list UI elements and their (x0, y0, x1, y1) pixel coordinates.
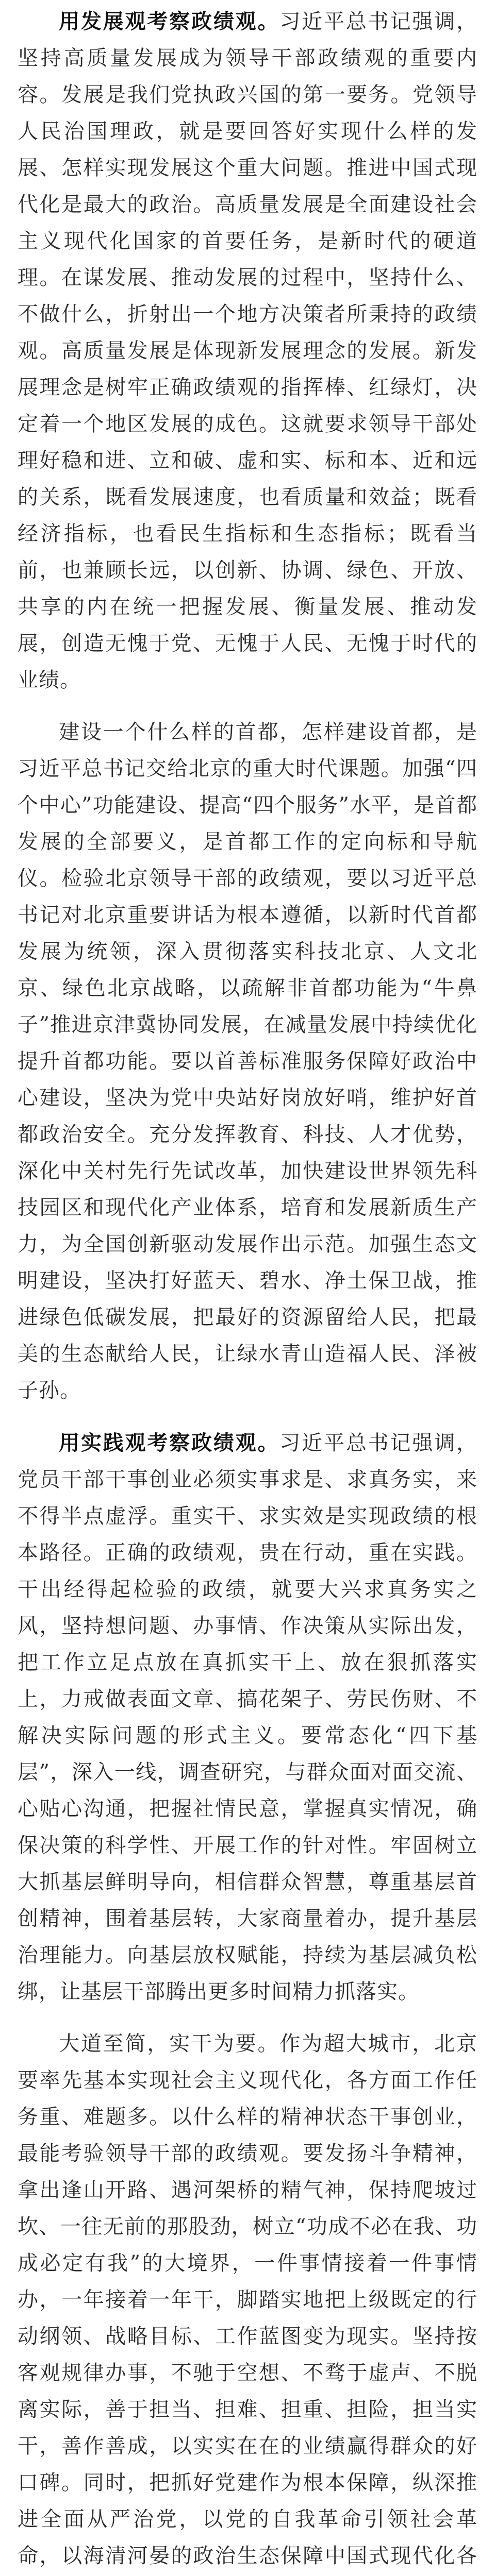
paragraph-body: 习近平总书记强调，党员干部干事创业必须实事求是、求真务实，来不得半点虚浮。重实干、求实效是实现政绩的根本路径。正确的政绩观，贵在行动，重在实践。干出经得起检验的政绩，就要大兴求真务实之风，坚持想问题、办事情、作决策从实际出发，把工作立足点放在真抓实干上、放在狠抓落实上，力戒做表面文章、搞花架子、劳民伤财、不解决实际问题的形式主义。要常态化“四下基层”，深入一线，调查研究，与群众面对面交流、心贴心沟通，把握社情民意，掌握真实情况，确保决策的科学性、开展工作的针对性。牢固树立大抓基层鲜明导向，相信群众智慧，尊重基层首创精神，围着基层转，大家商量着办，提升基层治理能力。向基层放权赋能，持续为基层减负松绑，让基层干部腾出更多时间精力抓落实。 (18, 1431, 478, 2004)
paragraph-body: 习近平总书记强调，坚持高质量发展成为领导干部政绩观的重要内容。发展是我们党执政兴国的第一要务。党领导人民治国理政，就是要回答好实现什么样的发展、怎样实现发展这个重大问题。推进中国式现代化是最大的政治。高质量发展是全面建设社会主义现代化国家的首要任务，是新时代的硬道理。在谋发展、推动发展的过程中，坚持什么、不做什么，折射出一个地方决策者所秉持的政绩观。高质量发展是体现新发展理念的发展。新发展理念是树牢正确政绩观的指挥棒、红绿灯，决定着一个地区发展的成色。这就要求领导干部处理好稳和进、立和破、虚和实、标和本、近和远的关系，既看发展速度，也看质量和效益；既看经济指标，也看民生指标和生态指标；既看当前，也兼顾长远，以创新、协调、绿色、开放、共享的内在统一把握发展、衡量发展、推动发展，创造无愧于党、无愧于人民、无愧于时代的业绩。 (18, 10, 478, 692)
paragraph-lead: 用发展观考察政绩观。 (59, 9, 280, 33)
paragraph-practice-view (18, 1425, 477, 2010)
paragraph-capital-construction (18, 714, 477, 1409)
paragraph-lead: 用实践观考察政绩观。 (59, 1431, 280, 1455)
paragraph-hard-work (18, 2026, 477, 2576)
paragraph-body: 大道至简，实干为要。作为超大城市，北京要率先基本实现社会主义现代化，各方面工作任务重、难题多。以什么样的精神状态干事创业，最能考验领导干部的政绩观。要发扬斗争精神，拿出逢山开路、遇河架桥的精气神，保持爬坡过坎、一往无前的那股劲，树立“功成不必在我、功成必定有我”的大境界，一件事情接着一件事情办，一年接着一年干，脚踏实地把上级既定的行动纲领、战略目标、工作蓝图变为现实。坚持按客观规律办事，不驰于空想、不骛于虚声、不脱离实际，善于担当、担难、担重、担险，担当实干，善作善成，以实实在在的业绩赢得群众的好口碑。同时，把抓好党建作为根本保障，纵深推进全面从严治党，以党的自我革命引领社会革命，以海清河晏的政治生态保障中国式现代化各 (18, 2032, 477, 2568)
paragraph-body: 建设一个什么样的首都，怎样建设首都，是习近平总书记交给北京的重大时代课题。加强“四个中心”功能建设、提高“四个服务”水平，是首都发展的全部要义，是首都工作的定向标和导航仪。检验北京领导干部的政绩观，要以习近平总书记对北京重要讲话为根本遵循，以新时代首都发展为统领，深入贯彻落实科技北京、人文北京、绿色北京战略，以疏解非首都功能为“牛鼻子”推进京津冀协同发展，在减量发展中持续优化提升首都功能。要以首善标准服务保障好政治中心建设，坚决为党中央站好岗放好哨，维护好首都政治安全。充分发挥教育、科技、人才优势，深化中关村先行先试改革，加快建设世界领先科技园区和现代化产业体系，培育和发展新质生产力，为全国创新驱动发展作出示范。加强生态文明建设，坚决打好蓝天、碧水、净土保卫战，推进绿色低碳发展，把最好的资源留给人民，把最美的生态献给人民，让绿水青山造福人民、泽被子孙。 (18, 720, 477, 1402)
paragraph-development-view (18, 3, 477, 699)
